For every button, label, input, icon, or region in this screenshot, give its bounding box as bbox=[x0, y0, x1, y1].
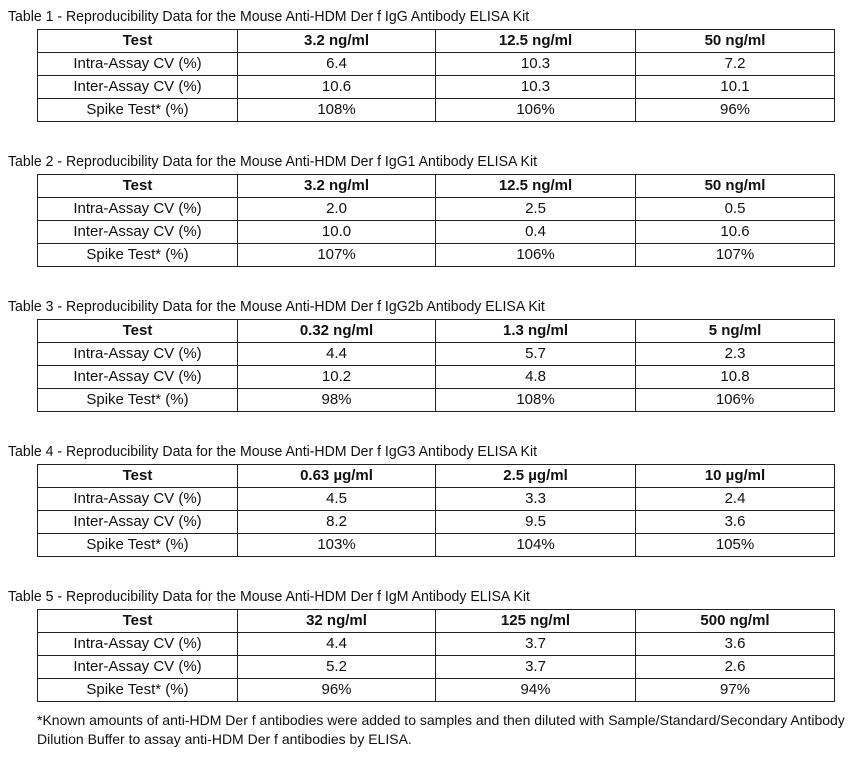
data-cell: 106% bbox=[436, 244, 636, 267]
header-cell-concentration: 12.5 ng/ml bbox=[436, 30, 636, 53]
data-cell: 108% bbox=[436, 389, 636, 412]
data-cell: 3.7 bbox=[436, 656, 636, 679]
header-cell-test: Test bbox=[38, 30, 238, 53]
data-cell: 0.5 bbox=[636, 198, 835, 221]
row-label: Spike Test* (%) bbox=[38, 679, 238, 702]
table-4 bbox=[37, 464, 835, 557]
row-label: Intra-Assay CV (%) bbox=[38, 343, 238, 366]
data-cell: 4.8 bbox=[436, 366, 636, 389]
data-cell: 2.6 bbox=[636, 656, 835, 679]
header-cell-concentration: 32 ng/ml bbox=[238, 610, 436, 633]
table-row-inter-assay bbox=[38, 656, 835, 679]
table-3 bbox=[37, 319, 835, 412]
data-cell: 98% bbox=[238, 389, 436, 412]
data-cell: 4.4 bbox=[238, 633, 436, 656]
table-1-caption: Table 1 - Reproducibility Data for the Mouse Anti-HDM Der f IgG Antibody ELISA Kit bbox=[8, 8, 530, 25]
data-cell: 3.6 bbox=[636, 511, 835, 534]
data-cell: 10.1 bbox=[636, 76, 835, 99]
data-cell: 2.4 bbox=[636, 488, 835, 511]
table-row-spike-test bbox=[38, 99, 835, 122]
data-cell: 2.0 bbox=[238, 198, 436, 221]
header-cell-test: Test bbox=[38, 320, 238, 343]
data-cell: 105% bbox=[636, 534, 835, 557]
row-label: Inter-Assay CV (%) bbox=[38, 366, 238, 389]
data-cell: 6.4 bbox=[238, 53, 436, 76]
table-header-row bbox=[38, 30, 835, 53]
data-cell: 10.8 bbox=[636, 366, 835, 389]
header-cell-concentration: 500 ng/ml bbox=[636, 610, 835, 633]
row-label: Intra-Assay CV (%) bbox=[38, 488, 238, 511]
header-cell-concentration: 3.2 ng/ml bbox=[238, 175, 436, 198]
row-label: Inter-Assay CV (%) bbox=[38, 656, 238, 679]
table-row-inter-assay bbox=[38, 76, 835, 99]
header-cell-test: Test bbox=[38, 465, 238, 488]
header-cell-concentration: 10 µg/ml bbox=[636, 465, 835, 488]
header-cell-concentration: 12.5 ng/ml bbox=[436, 175, 636, 198]
data-cell: 0.4 bbox=[436, 221, 636, 244]
table-row-intra-assay bbox=[38, 198, 835, 221]
data-cell: 8.2 bbox=[238, 511, 436, 534]
data-cell: 107% bbox=[238, 244, 436, 267]
row-label: Intra-Assay CV (%) bbox=[38, 53, 238, 76]
table-header-row bbox=[38, 320, 835, 343]
data-cell: 96% bbox=[238, 679, 436, 702]
data-cell: 107% bbox=[636, 244, 835, 267]
header-cell-test: Test bbox=[38, 610, 238, 633]
header-cell-concentration: 5 ng/ml bbox=[636, 320, 835, 343]
data-cell: 2.3 bbox=[636, 343, 835, 366]
header-cell-concentration: 0.63 µg/ml bbox=[238, 465, 436, 488]
data-cell: 10.0 bbox=[238, 221, 436, 244]
table-2 bbox=[37, 174, 835, 267]
table-row-spike-test bbox=[38, 244, 835, 267]
row-label: Spike Test* (%) bbox=[38, 99, 238, 122]
data-cell: 10.6 bbox=[238, 76, 436, 99]
table-row-inter-assay bbox=[38, 511, 835, 534]
row-label: Inter-Assay CV (%) bbox=[38, 221, 238, 244]
table-row-spike-test bbox=[38, 679, 835, 702]
table-5 bbox=[37, 609, 835, 702]
header-cell-concentration: 2.5 µg/ml bbox=[436, 465, 636, 488]
data-cell: 97% bbox=[636, 679, 835, 702]
data-cell: 2.5 bbox=[436, 198, 636, 221]
header-cell-concentration: 0.32 ng/ml bbox=[238, 320, 436, 343]
table-1 bbox=[37, 29, 835, 122]
data-cell: 106% bbox=[636, 389, 835, 412]
data-cell: 9.5 bbox=[436, 511, 636, 534]
table-header-row bbox=[38, 175, 835, 198]
table-4-caption: Table 4 - Reproducibility Data for the Mouse Anti-HDM Der f IgG3 Antibody ELISA Kit bbox=[8, 443, 537, 460]
row-label: Spike Test* (%) bbox=[38, 244, 238, 267]
header-cell-test: Test bbox=[38, 175, 238, 198]
data-cell: 104% bbox=[436, 534, 636, 557]
data-cell: 10.3 bbox=[436, 53, 636, 76]
header-cell-concentration: 50 ng/ml bbox=[636, 175, 835, 198]
header-cell-concentration: 1.3 ng/ml bbox=[436, 320, 636, 343]
data-cell: 7.2 bbox=[636, 53, 835, 76]
data-cell: 94% bbox=[436, 679, 636, 702]
table-row-spike-test bbox=[38, 534, 835, 557]
table-row-inter-assay bbox=[38, 221, 835, 244]
data-cell: 106% bbox=[436, 99, 636, 122]
data-cell: 3.3 bbox=[436, 488, 636, 511]
data-cell: 5.7 bbox=[436, 343, 636, 366]
data-cell: 3.6 bbox=[636, 633, 835, 656]
data-cell: 108% bbox=[238, 99, 436, 122]
data-cell: 4.4 bbox=[238, 343, 436, 366]
table-header-row bbox=[38, 465, 835, 488]
table-2-caption: Table 2 - Reproducibility Data for the Mouse Anti-HDM Der f IgG1 Antibody ELISA Kit bbox=[8, 153, 537, 170]
table-5-caption: Table 5 - Reproducibility Data for the Mouse Anti-HDM Der f IgM Antibody ELISA Kit bbox=[8, 588, 530, 605]
row-label: Spike Test* (%) bbox=[38, 534, 238, 557]
row-label: Inter-Assay CV (%) bbox=[38, 76, 238, 99]
data-cell: 10.6 bbox=[636, 221, 835, 244]
table-row-intra-assay bbox=[38, 488, 835, 511]
row-label: Spike Test* (%) bbox=[38, 389, 238, 412]
data-cell: 10.2 bbox=[238, 366, 436, 389]
table-row-intra-assay bbox=[38, 53, 835, 76]
table-row-spike-test bbox=[38, 389, 835, 412]
data-cell: 5.2 bbox=[238, 656, 436, 679]
data-cell: 3.7 bbox=[436, 633, 636, 656]
table-header-row bbox=[38, 610, 835, 633]
table-row-inter-assay bbox=[38, 366, 835, 389]
data-cell: 4.5 bbox=[238, 488, 436, 511]
table-3-caption: Table 3 - Reproducibility Data for the Mouse Anti-HDM Der f IgG2b Antibody ELISA Kit bbox=[8, 298, 545, 315]
header-cell-concentration: 125 ng/ml bbox=[436, 610, 636, 633]
footnote: *Known amounts of anti-HDM Der f antibodies were added to samples and then diluted with Sample/Standard/Secondary Antibody Dilution Buffer to assay anti-HDM Der f antibodies by ELISA. bbox=[37, 712, 845, 747]
row-label: Intra-Assay CV (%) bbox=[38, 198, 238, 221]
row-label: Intra-Assay CV (%) bbox=[38, 633, 238, 656]
row-label: Inter-Assay CV (%) bbox=[38, 511, 238, 534]
table-row-intra-assay bbox=[38, 343, 835, 366]
table-row-intra-assay bbox=[38, 633, 835, 656]
header-cell-concentration: 50 ng/ml bbox=[636, 30, 835, 53]
data-cell: 103% bbox=[238, 534, 436, 557]
data-cell: 10.3 bbox=[436, 76, 636, 99]
header-cell-concentration: 3.2 ng/ml bbox=[238, 30, 436, 53]
data-cell: 96% bbox=[636, 99, 835, 122]
